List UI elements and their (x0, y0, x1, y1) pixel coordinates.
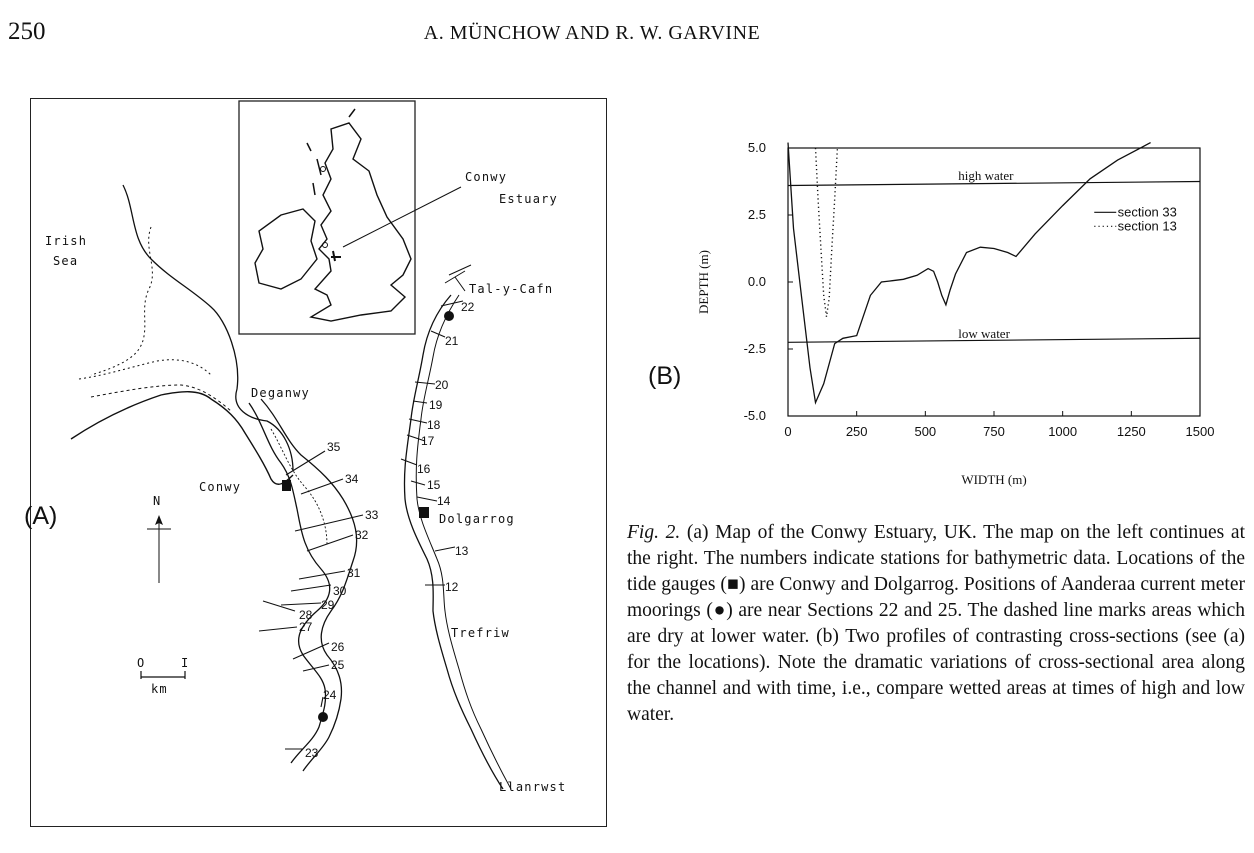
label-llanrwst: Llanrwst (499, 780, 567, 794)
station-label-25: 25 (331, 658, 345, 672)
x-axis-label: WIDTH (m) (961, 472, 1027, 487)
label-conwy: Conwy (199, 480, 242, 494)
label-conwy-estuary-2: Estuary (499, 192, 558, 206)
x-tick-label: 750 (983, 424, 1005, 439)
island-dot (321, 167, 326, 172)
estuary-map (31, 99, 608, 828)
label-tal-y-cafn: Tal-y-Cafn (469, 282, 554, 296)
scale-one: I (181, 656, 190, 670)
estuary-marker (331, 251, 341, 261)
x-tick-label: 250 (845, 424, 868, 439)
station-label-24: 24 (323, 688, 337, 702)
y-axis-label: DEPTH (m) (696, 250, 711, 314)
coastline-west (71, 392, 293, 485)
estuary-map-frame (30, 98, 607, 827)
station-label-23: 23 (305, 746, 319, 760)
left-dry-area (271, 429, 327, 545)
station-label-34: 34 (345, 472, 359, 486)
station-label-13: 13 (455, 544, 469, 558)
y-tick-label: 2.5 (747, 207, 766, 222)
station-label-14: 14 (437, 494, 451, 508)
x-tick-label: 1500 (1185, 424, 1215, 439)
station-label-35: 35 (327, 440, 341, 454)
caption-fig-label: Fig. 2. (627, 522, 681, 543)
station-label-18: 18 (427, 418, 441, 432)
station-label-21: 21 (445, 334, 459, 348)
y-tick-label: -2.5 (743, 341, 766, 356)
scale-unit: km (151, 682, 168, 696)
dry-area-line-2 (79, 360, 211, 379)
y-tick-label: 0.0 (747, 274, 766, 289)
coastline-east (123, 185, 293, 471)
annotation-low-water: low water (958, 325, 1010, 341)
station-label-20: 20 (435, 378, 449, 392)
scale-zero: O (137, 656, 146, 670)
station-label-16: 16 (417, 462, 431, 476)
x-tick-label: 0 (784, 424, 792, 439)
station-label-29: 29 (321, 598, 335, 612)
plot-area (788, 148, 1200, 416)
x-tick-label: 1000 (1048, 424, 1078, 439)
isle-of-man (323, 243, 328, 248)
station-label-33: 33 (365, 508, 379, 522)
conwy-tide-gauge (282, 480, 291, 491)
legend-label-section-13: section 13 (1117, 218, 1177, 234)
panel-b-label: (B) (648, 362, 682, 390)
station-label-22: 22 (461, 300, 475, 314)
great-britain-outline (311, 123, 411, 321)
running-head-authors: A. MÜNCHOW AND R. W. GARVINE (423, 22, 761, 44)
north-label: N (153, 494, 162, 508)
page-number: 250 (8, 18, 46, 45)
dolgarrog-tide-gauge (419, 507, 429, 518)
caption-text: (a) Map of the Conwy Estuary, UK. The map on the left continues at the right. The numbers indicate stations for bathymetric data. Locations of the tide gauges (■) are Conwy and Dolgarrog. Positions of Aanderaa current meter moorings (●) are near Sections 22 and 25. The dashed line marks areas which are dry at lower water. (b) Two profiles of contrasting cross-sections (see (a) for the locations). Note the dramatic variations of cross-sectional area along the channel and with time, i.e., compare wetted areas at times of high and low water. (627, 522, 1245, 725)
right-channel-bank-west (404, 295, 503, 789)
station-label-12: 12 (445, 580, 459, 594)
y-tick-label: 5.0 (747, 140, 766, 155)
series-section-13 (816, 148, 838, 317)
ireland-outline (255, 209, 317, 289)
station-label-27: 27 (299, 620, 313, 634)
left-stations (259, 451, 363, 749)
y-tick-label: -5.0 (743, 408, 766, 423)
label-irish: Irish (45, 234, 88, 248)
figure-caption (627, 520, 1245, 728)
legend-label-section-33: section 33 (1117, 204, 1177, 220)
north-arrow-icon (147, 515, 171, 583)
station-label-15: 15 (427, 478, 441, 492)
label-deganwy: Deganwy (251, 386, 310, 400)
label-conwy-estuary-1: Conwy (465, 170, 508, 184)
scale-bar (141, 671, 185, 679)
left-channel-bank-west (249, 403, 330, 763)
tal-y-cafn-bridge (445, 265, 471, 291)
label-trefriw: Trefriw (451, 626, 510, 640)
mooring-22 (444, 311, 454, 321)
mooring-25 (318, 712, 328, 722)
station-label-31: 31 (347, 566, 361, 580)
station-label-19: 19 (429, 398, 443, 412)
label-dolgarrog: Dolgarrog (439, 512, 515, 526)
label-sea: Sea (53, 254, 79, 268)
chart-legend (1094, 204, 1177, 233)
depth-profile-chart (640, 120, 1240, 500)
running-head (0, 22, 1254, 45)
annotation-high-water: high water (958, 167, 1014, 183)
chart-axes (696, 140, 1214, 487)
x-tick-label: 1250 (1116, 424, 1146, 439)
chart-reference-lines (788, 168, 1200, 342)
station-label-30: 30 (333, 584, 347, 598)
station-label-26: 26 (331, 640, 345, 654)
station-label-17: 17 (421, 434, 435, 448)
panel-a-label: (A) (24, 502, 58, 530)
x-tick-label: 500 (914, 424, 937, 439)
station-label-32: 32 (355, 528, 369, 542)
station-label-28: 28 (299, 608, 313, 622)
